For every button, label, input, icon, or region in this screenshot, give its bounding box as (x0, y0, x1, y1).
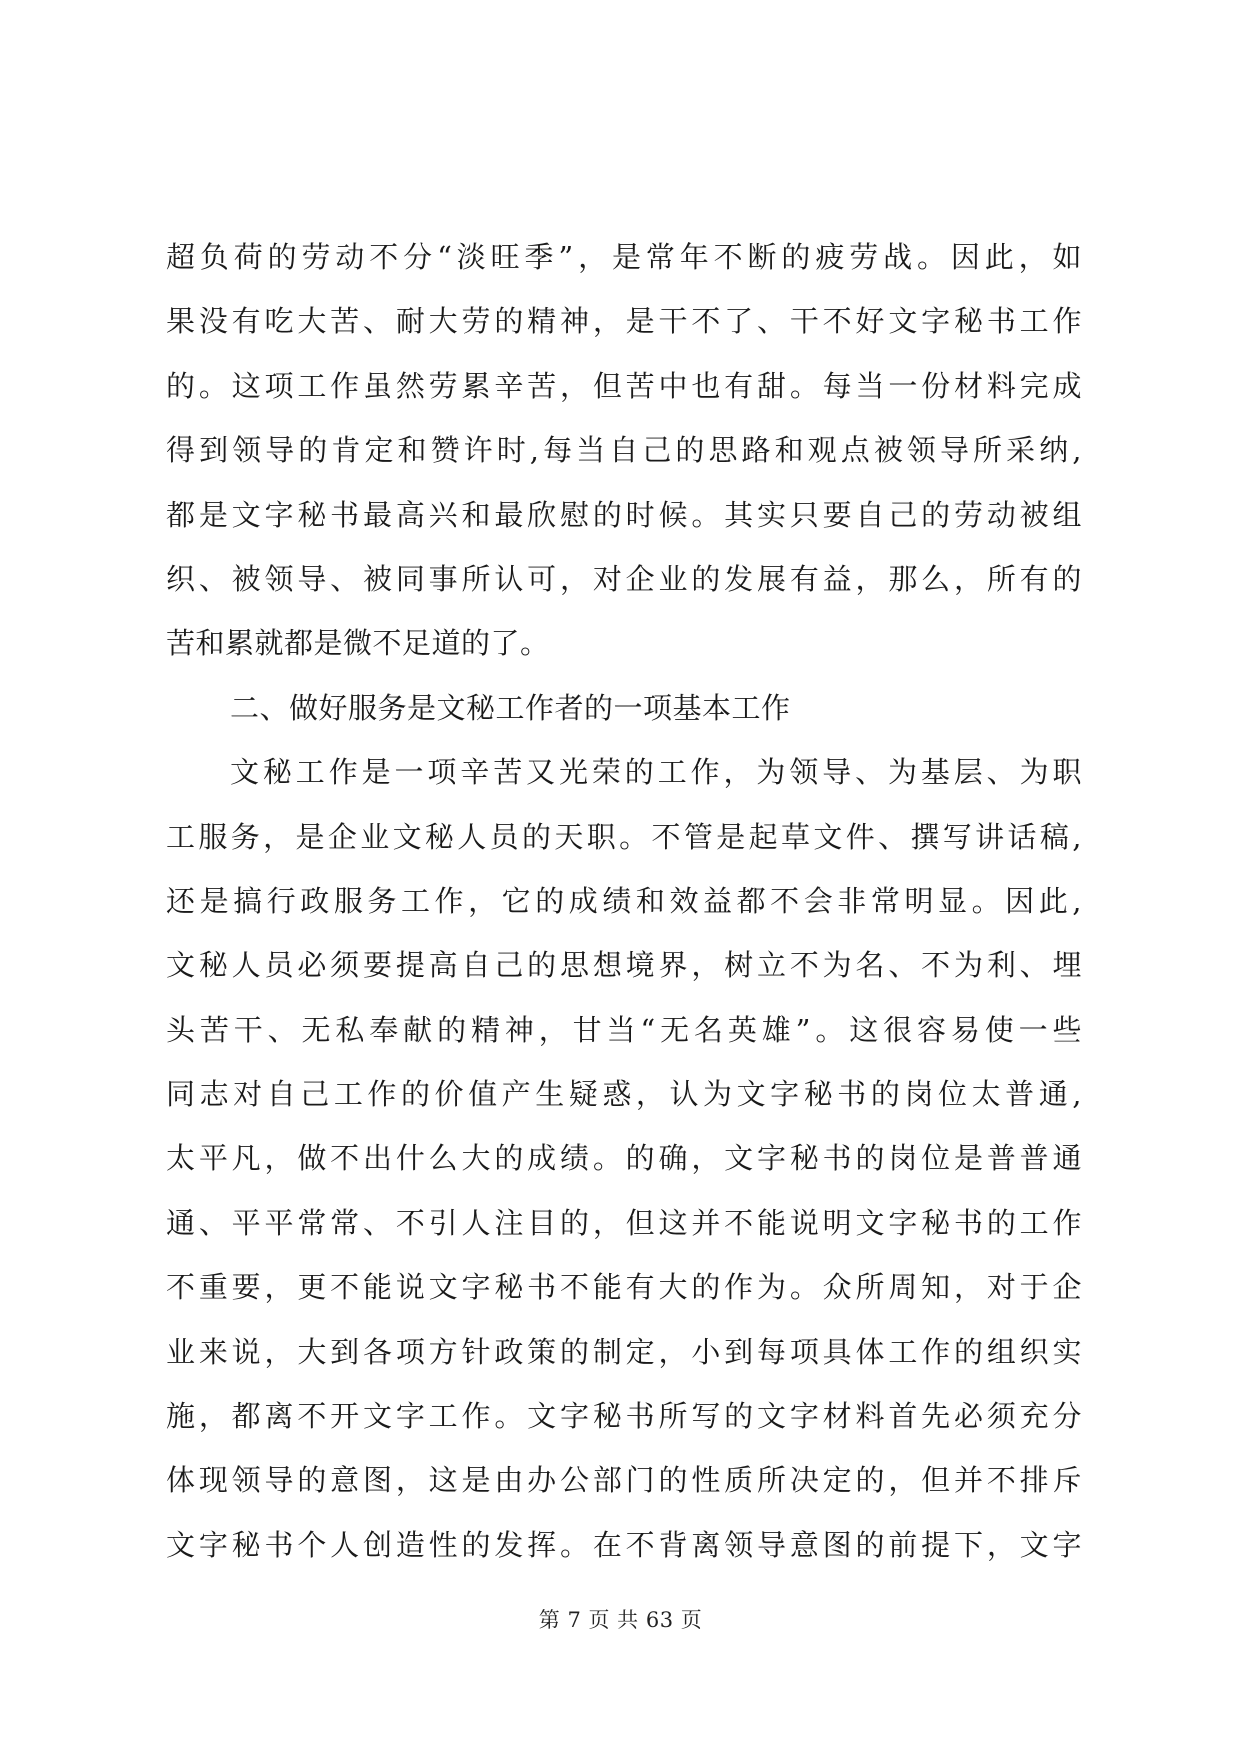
text-line: 文秘人员必须要提高自己的思想境界，树立不为名、不为利、埋 (166, 948, 1082, 983)
text-line: 文秘工作是一项辛苦又光荣的工作，为领导、为基层、为职 (230, 755, 1082, 790)
text-line: 还是搞行政服务工作，它的成绩和效益都不会非常明显。因此, (166, 883, 1082, 918)
text-line: 体现领导的意图，这是由办公部门的性质所决定的，但并不排斥 (166, 1463, 1082, 1498)
text-line: 得到领导的肯定和赞许时,每当自己的思路和观点被领导所采纳, (166, 433, 1082, 468)
text-line: 超负荷的劳动不分“淡旺季”，是常年不断的疲劳战。因此，如 (166, 240, 1082, 274)
text-line: 头苦干、无私奉献的精神，甘当“无名英雄”。这很容易使一些 (166, 1012, 1082, 1047)
text-line: 都是文字秘书最高兴和最欣慰的时候。其实只要自己的劳动被组 (166, 497, 1082, 532)
text-line: 太平凡，做不出什么大的成绩。的确，文字秘书的岗位是普普通 (166, 1141, 1082, 1176)
text-line: 施，都离不开文字工作。文字秘书所写的文字材料首先必须充分 (166, 1399, 1082, 1434)
text-line: 的。这项工作虽然劳累辛苦，但苦中也有甜。每当一份材料完成 (166, 368, 1082, 403)
text-line: 苦和累就都是微不足道的了。 (166, 626, 550, 661)
text-line: 工服务，是企业文秘人员的天职。不管是起草文件、撰写讲话稿, (166, 819, 1082, 854)
page-number-footer: 第 7 页 共 63 页 (538, 1608, 703, 1632)
text-line: 同志对自己工作的价值产生疑惑，认为文字秘书的岗位太普通, (166, 1077, 1082, 1112)
text-line: 不重要，更不能说文字秘书不能有大的作为。众所周知，对于企 (166, 1270, 1082, 1305)
section-heading: 二、做好服务是文秘工作者的一项基本工作 (230, 690, 791, 725)
body-text (166, 225, 1082, 1577)
text-line: 文字秘书个人创造性的发挥。在不背离领导意图的前提下，文字 (166, 1527, 1082, 1562)
text-line: 通、平平常常、不引人注目的，但这并不能说明文字秘书的工作 (166, 1205, 1082, 1240)
text-line: 业来说，大到各项方针政策的制定，小到每项具体工作的组织实 (166, 1334, 1082, 1369)
text-line: 果没有吃大苦、耐大劳的精神，是干不了、干不好文字秘书工作 (166, 304, 1082, 339)
text-line: 织、被领导、被同事所认可，对企业的发展有益，那么，所有的 (166, 561, 1082, 596)
